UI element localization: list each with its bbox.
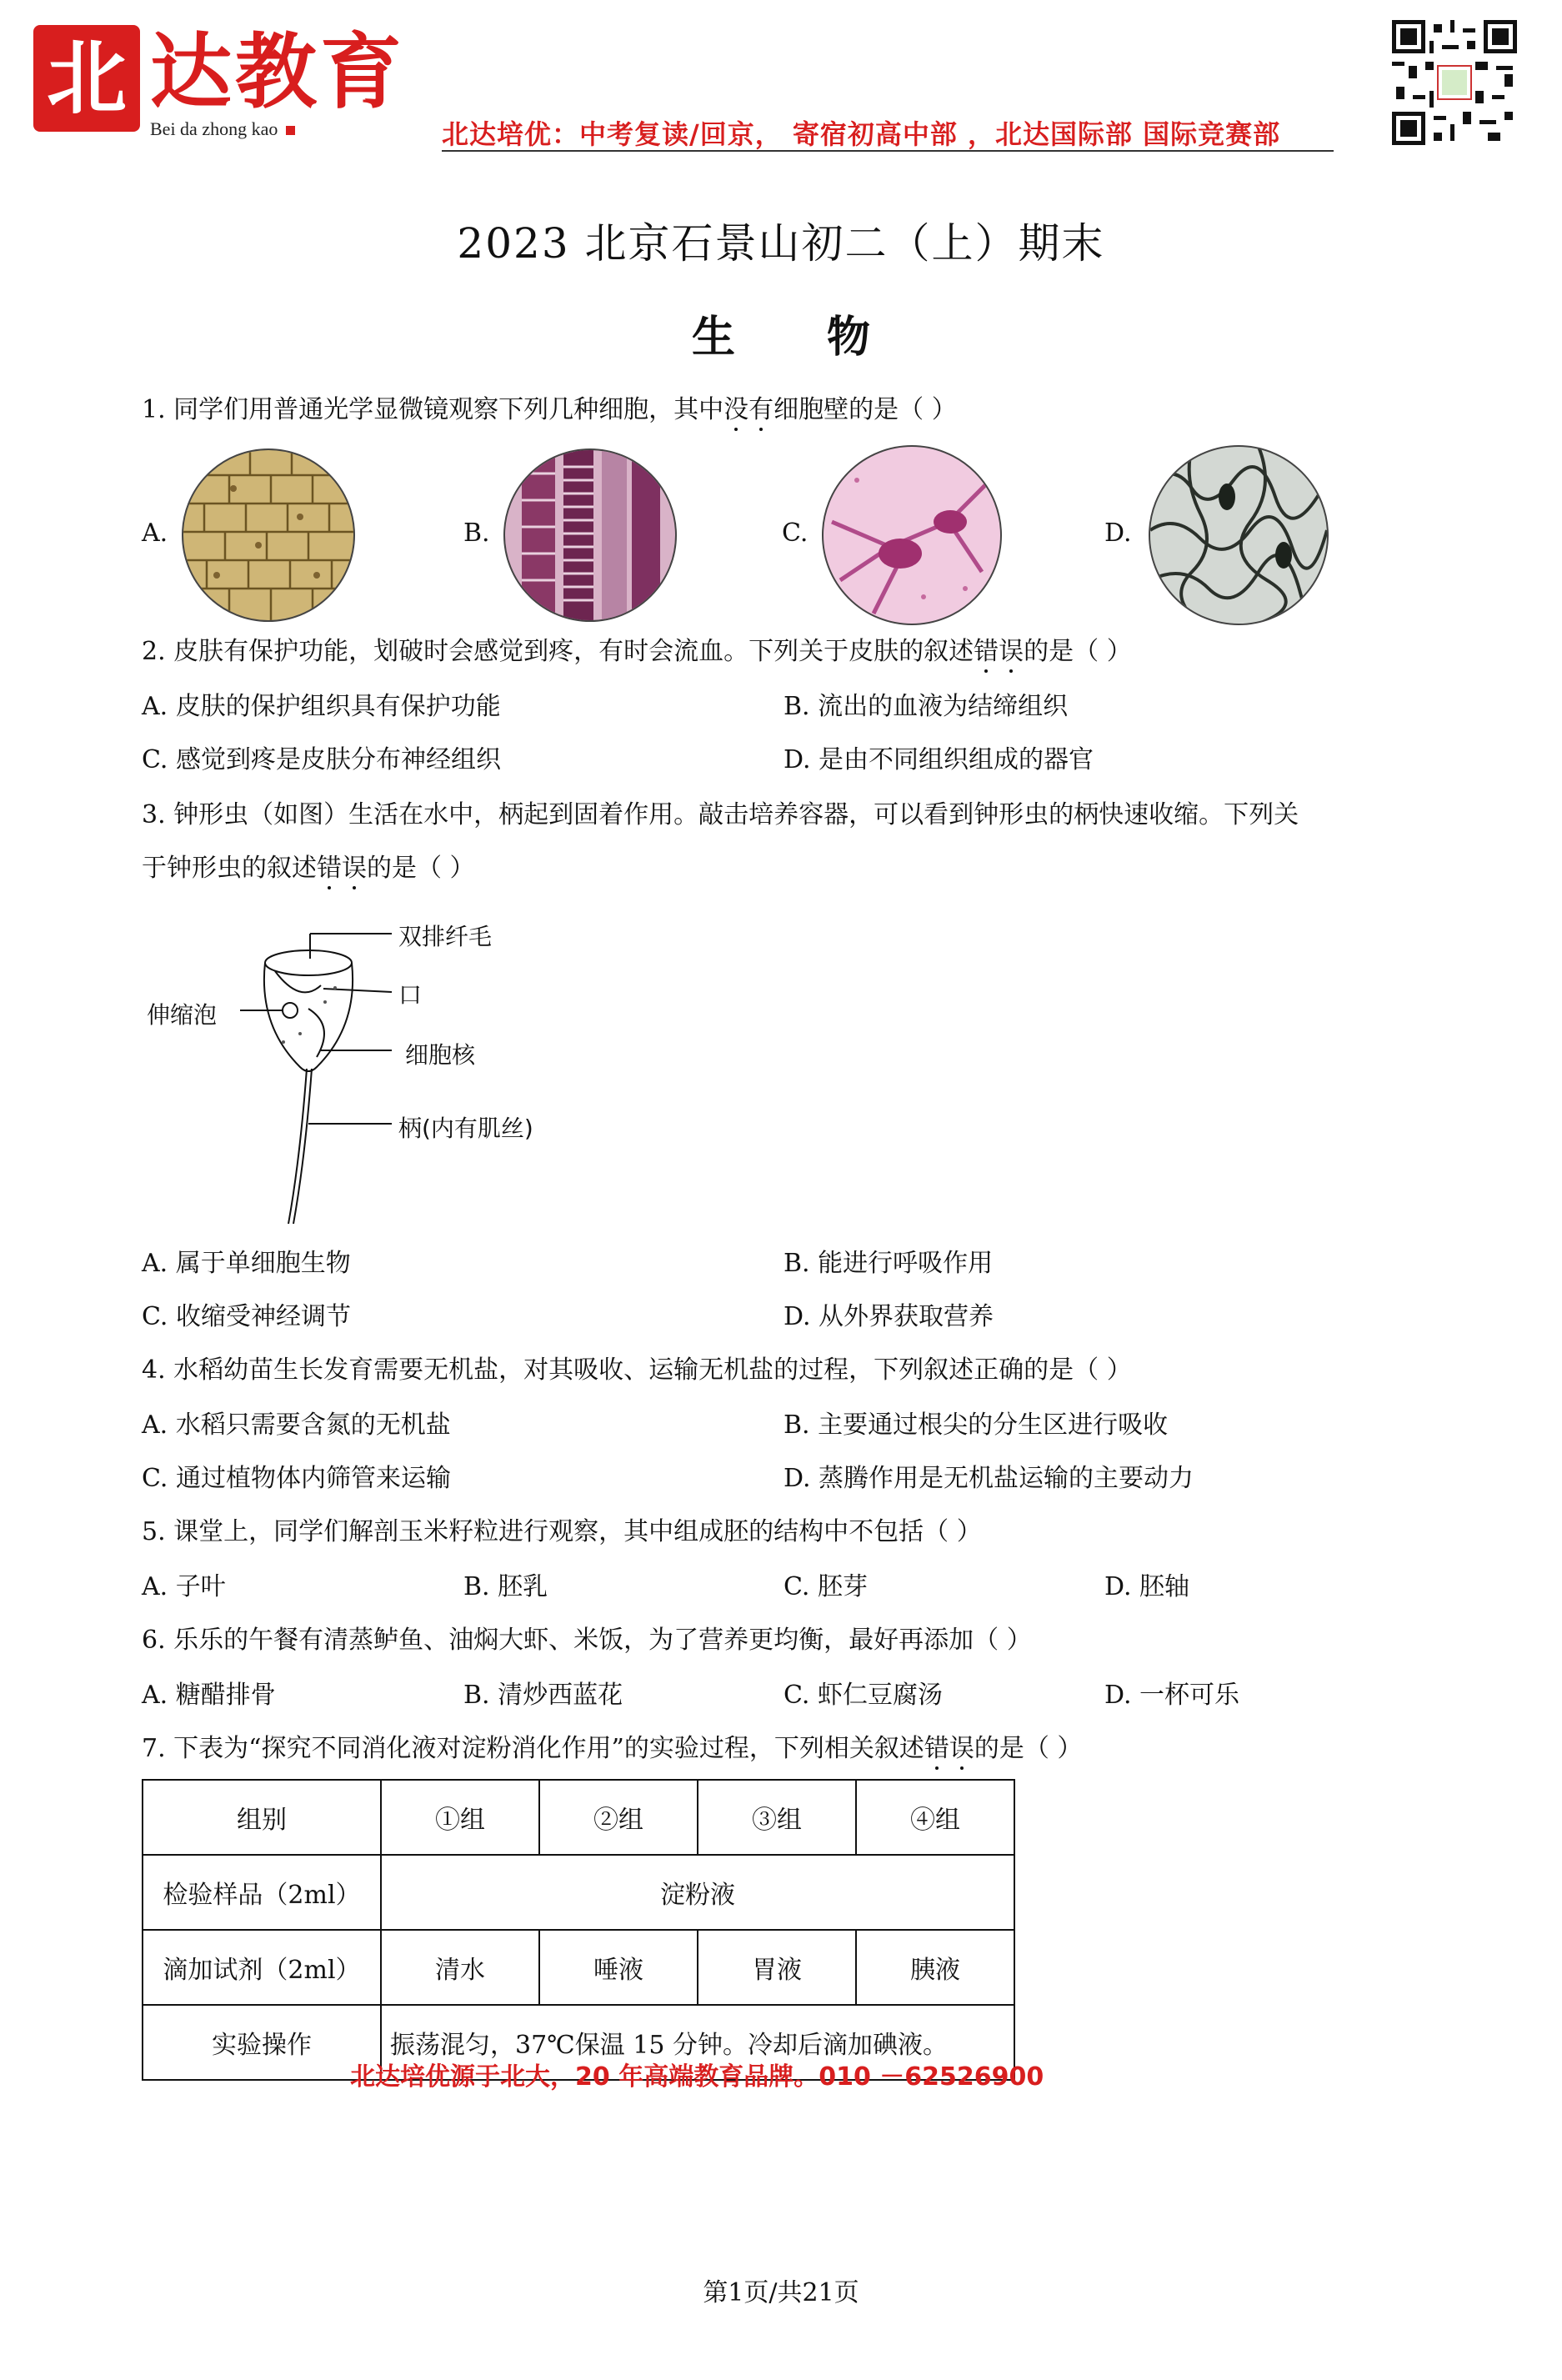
page-number: 第1页/共21页 bbox=[703, 2278, 859, 2307]
question-7: 7. 下表为“探究不同消化液对淀粉消化作用”的实验过程，下列相关叙述错误的是（ ） bbox=[142, 1734, 1083, 1763]
q5-option-c: C. 胚芽 bbox=[784, 1572, 868, 1601]
label-stalk: 柄(内有肌丝) bbox=[398, 1115, 533, 1142]
q5-option-d: D. 胚轴 bbox=[1104, 1572, 1190, 1601]
q6-option-c: C. 虾仁豆腐汤 bbox=[784, 1681, 943, 1710]
q6-option-d: D. 一杯可乐 bbox=[1104, 1681, 1240, 1710]
table-cell: 淀粉液 bbox=[381, 1855, 1014, 1930]
label-mouth: 口 bbox=[398, 981, 423, 1009]
table-row bbox=[143, 1930, 1014, 2005]
q1-option-b-label: B. bbox=[463, 519, 490, 548]
table-cell: 唾液 bbox=[539, 1930, 698, 2005]
q4-option-c: C. 通过植物体内筛管来运输 bbox=[142, 1464, 451, 1493]
label-cilia: 双排纤毛 bbox=[398, 923, 493, 950]
q3-option-d: D. 从外界获取营养 bbox=[784, 1302, 994, 1331]
question-3-line-2: 于钟形虫的叙述错误的是（ ） bbox=[142, 854, 475, 883]
q2-option-d: D. 是由不同组织组成的器官 bbox=[784, 745, 1094, 774]
label-contractile-vacuole: 伸缩泡 bbox=[147, 1001, 218, 1029]
vorticella-diagram bbox=[142, 909, 575, 1225]
q1-option-a-label: A. bbox=[142, 519, 168, 548]
table-cell: 胰液 bbox=[856, 1930, 1014, 2005]
q2-option-b: B. 流出的血液为结缔组织 bbox=[784, 692, 1069, 721]
question-6: 6. 乐乐的午餐有清蒸鲈鱼、油焖大虾、米饭，为了营养更均衡，最好再添加（ ） bbox=[142, 1626, 1032, 1655]
table-header-cell: ②组 bbox=[539, 1780, 698, 1855]
leaf-epidermis-image bbox=[1149, 445, 1329, 625]
question-1: 1. 同学们用普通光学显微镜观察下列几种细胞，其中没有细胞壁的是（ ） bbox=[142, 395, 957, 424]
table-cell: 滴加试剂（2ml） bbox=[143, 1930, 381, 2005]
q3-option-b: B. 能进行呼吸作用 bbox=[784, 1249, 994, 1278]
question-5: 5. 课堂上，同学们解剖玉米籽粒进行观察，其中组成胚的结构中不包括（ ） bbox=[142, 1517, 982, 1546]
q5-option-b: B. 胚乳 bbox=[463, 1572, 548, 1601]
table-row bbox=[143, 1780, 1014, 1855]
question-3-line-1: 3. 钟形虫（如图）生活在水中，柄起到固着作用。敲击培养容器，可以看到钟形虫的柄快速收缩。下列关 bbox=[142, 800, 1299, 829]
qr-code-icon bbox=[1392, 20, 1517, 145]
logo-subtitle: Bei da zhong kao bbox=[150, 118, 295, 140]
question-2: 2. 皮肤有保护功能，划破时会感觉到疼，有时会流血。下列关于皮肤的叙述错误的是（ ） bbox=[142, 637, 1132, 666]
question-4: 4. 水稻幼苗生长发育需要无机盐，对其吸收、运输无机盐的过程，下列叙述正确的是（ ） bbox=[142, 1355, 1132, 1385]
table-cell: 胃液 bbox=[698, 1930, 856, 2005]
logo-mark: 北 bbox=[33, 25, 140, 132]
q2-option-c: C. 感觉到疼是皮肤分布神经组织 bbox=[142, 745, 501, 774]
q3-option-c: C. 收缩受神经调节 bbox=[142, 1302, 351, 1331]
table-header-cell: ①组 bbox=[381, 1780, 539, 1855]
table-header-cell: ④组 bbox=[856, 1780, 1014, 1855]
q6-option-a: A. 糖醋排骨 bbox=[142, 1681, 276, 1710]
exam-title: 2023 北京石景山初二（上）期末 bbox=[457, 219, 1105, 268]
muscle-tissue-image bbox=[503, 448, 677, 622]
subject-title: 生物 bbox=[691, 312, 962, 363]
logo-text: 达教育 bbox=[150, 24, 406, 120]
q6-option-b: B. 清炒西蓝花 bbox=[463, 1681, 623, 1710]
label-nucleus: 细胞核 bbox=[405, 1041, 476, 1069]
table-cell: 检验样品（2ml） bbox=[143, 1855, 381, 1930]
nerve-cell-image bbox=[822, 445, 1002, 625]
table-header-cell: 组别 bbox=[143, 1780, 381, 1855]
q1-option-d-label: D. bbox=[1104, 519, 1132, 548]
onion-epidermis-cell-image bbox=[182, 448, 355, 622]
promo-footnote: 北达培优源于北大，20 年高端教育品牌。010 －62526900 bbox=[350, 2062, 1044, 2092]
q5-option-a: A. 子叶 bbox=[142, 1572, 226, 1601]
table-header-cell: ③组 bbox=[698, 1780, 856, 1855]
q1-option-c-label: C. bbox=[782, 519, 809, 548]
q3-option-a: A. 属于单细胞生物 bbox=[142, 1249, 351, 1278]
table-cell: 振荡混匀，37℃保温 15 分钟。冷却后滴加碘液。 bbox=[381, 2005, 1014, 2080]
q4-option-a: A. 水稻只需要含氮的无机盐 bbox=[142, 1410, 451, 1440]
table-row bbox=[143, 1855, 1014, 1930]
experiment-table bbox=[142, 1779, 1015, 2081]
q4-option-d: D. 蒸腾作用是无机盐运输的主要动力 bbox=[784, 1464, 1194, 1493]
q4-option-b: B. 主要通过根尖的分生区进行吸收 bbox=[784, 1410, 1169, 1440]
table-cell: 实验操作 bbox=[143, 2005, 381, 2080]
header-slogan: 北达培优：中考复读/回京， 寄宿初高中部 ，北达国际部 国际竞赛部 bbox=[442, 118, 1281, 150]
header-divider bbox=[442, 150, 1334, 152]
q2-option-a: A. 皮肤的保护组织具有保护功能 bbox=[142, 692, 501, 721]
table-cell: 清水 bbox=[381, 1930, 539, 2005]
